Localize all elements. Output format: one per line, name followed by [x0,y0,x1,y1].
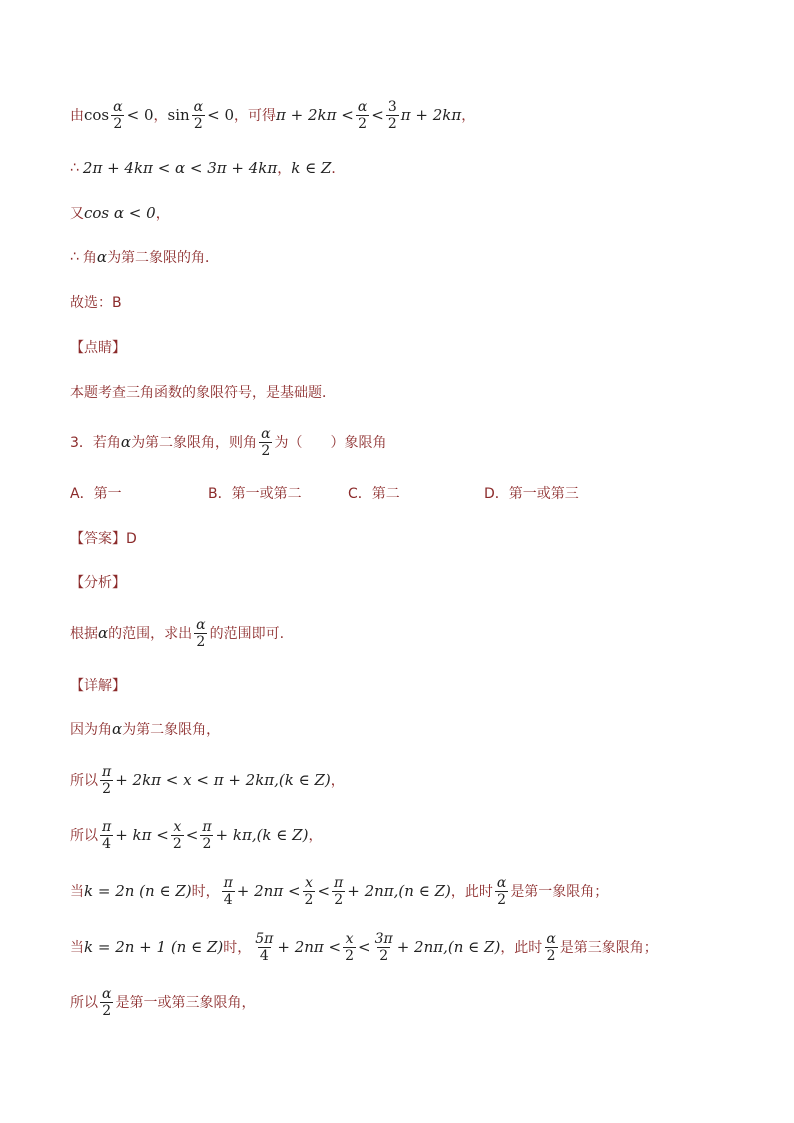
alpha-symbol: α [98,624,109,642]
fraction-5pi-over-4: $\frac{5\pi}{4}$ [255,930,274,964]
section-header-analysis: 【分析】 [70,575,126,591]
therefore-symbol: ∴ [70,249,79,265]
option-a: A．第一 [70,486,122,502]
detail-line-4: 当 k = 2n (n ∈ Z) 时， $\frac{\pi}{4}$ + 2nπ < $\frac{x}{2}$ < $\frac{\pi}{2}$ + 2nπ,(n ∈ Z) ，此时 $\frac{\alpha}{2}$ 是第一象限角； [70,874,609,908]
derivation-line-4: ∴ 角 α 为第二象限的角． [70,248,220,266]
therefore-symbol: ∴ [70,160,79,176]
sin-symbol: sin [167,106,190,124]
inequality: < 0 [126,106,154,124]
derivation-line-1: 由 cos $\frac{\alpha}{2}$ < 0 ， sin $\frac{\alpha}{2}$ < 0 ，可得 π + 2kπ < $\frac{\alpha}{2}$ < $\frac{3}{2}$ π + 2kπ ， [70,98,476,132]
detail-line-3: 所以 $\frac{\pi}{4}$ + kπ < $\frac{x}{2}$ < $\frac{\pi}{2}$ + kπ,(k ∈ Z) ， [70,818,323,852]
math-expression: 2π + 4kπ < α < 3π + 4kπ [82,159,278,177]
question-3-options [70,468,754,518]
math-expression: k ∈ Z [291,159,332,177]
derivation-line-2: ∴ 2π + 4kπ < α < 3π + 4kπ ， k ∈ Z ． [70,159,346,177]
cos-symbol: cos [84,106,110,124]
fraction-pi-over-2: $\frac{\pi}{2}$ [102,763,112,797]
fraction-pi-over-2: $\frac{\pi}{2}$ [202,818,212,852]
fraction-x-over-2: $\frac{x}{2}$ [172,818,182,852]
fraction-pi-over-4: $\frac{\pi}{4}$ [223,874,233,908]
comment-line: 本题考查三角函数的象限符号，是基础题． [70,385,336,401]
section-header-answer: 【答案】D [70,531,137,547]
fraction-3-over-2: $\frac{3}{2}$ [387,98,397,132]
question-3: 3．若角 α 为第二象限角，则角 $\frac{\alpha}{2}$ 为（ ）象限角 [70,425,387,459]
math-expression: k = 2n (n ∈ Z) [84,882,192,900]
math-expression: π + 2kπ [400,106,462,124]
alpha-symbol: α [112,720,123,738]
option-c: C．第二 [348,486,400,502]
math-expression: + 2kπ < x < π + 2kπ,(k ∈ Z) [115,771,331,789]
alpha-symbol: α [120,433,132,451]
math-expression: k = 2n + 1 (n ∈ Z) [84,938,224,956]
detail-conclusion: 所以 $\frac{\alpha}{2}$ 是第一或第三象限角， [70,985,256,1019]
fraction-alpha-over-2: $\frac{\alpha}{2}$ [546,930,556,964]
answer-choice-line: 故选：B [70,295,122,311]
fraction-3pi-over-2: $\frac{3\pi}{2}$ [374,930,393,964]
analysis-line: 根据 α 的范围，求出 $\frac{\alpha}{2}$ 的范围即可. [70,616,285,650]
fraction-alpha-over-2: $\frac{\alpha}{2}$ [113,98,123,132]
detail-line-2: 所以 $\frac{\pi}{2}$ + 2kπ < x < π + 2kπ,(k ∈ Z) ， [70,763,345,797]
fraction-x-over-2: $\frac{x}{2}$ [304,874,314,908]
detail-line-1: 因为角 α 为第二象限角， [70,720,221,738]
fraction-alpha-over-2: $\frac{\alpha}{2}$ [261,425,271,459]
fraction-pi-over-2: $\frac{\pi}{2}$ [334,874,344,908]
detail-line-5: 当 k = 2n + 1 (n ∈ Z) 时， $\frac{5\pi}{4}$ + 2nπ < $\frac{x}{2}$ < $\frac{3\pi}{2}$ + 2nπ,(n ∈ Z) ，此时 $\frac{\alpha}{2}$ 是第三象限角； [70,930,658,964]
text-you: 由 [70,108,84,124]
fraction-alpha-over-2: $\frac{\alpha}{2}$ [357,98,368,132]
fraction-alpha-over-2: $\frac{\alpha}{2}$ [102,985,112,1019]
derivation-line-3: 又 cos α < 0 ， [70,204,170,222]
section-header-dianjing: 【点睛】 [70,340,126,356]
math-expression: π + 2kπ < [276,106,354,124]
fraction-x-over-2: $\frac{x}{2}$ [345,930,355,964]
option-d: D．第一或第三 [484,486,579,502]
math-expression: cos α < 0 [84,204,156,222]
section-header-detail: 【详解】 [70,678,126,694]
alpha-symbol: α [96,248,108,266]
option-b: B．第一或第二 [208,486,302,502]
fraction-pi-over-4: $\frac{\pi}{4}$ [102,818,112,852]
fraction-alpha-over-2: $\frac{\alpha}{2}$ [496,874,507,908]
fraction-alpha-over-2: $\frac{\alpha}{2}$ [193,98,204,132]
inequality: < 0 [207,106,235,124]
fraction-alpha-over-2: $\frac{\alpha}{2}$ [196,616,206,650]
